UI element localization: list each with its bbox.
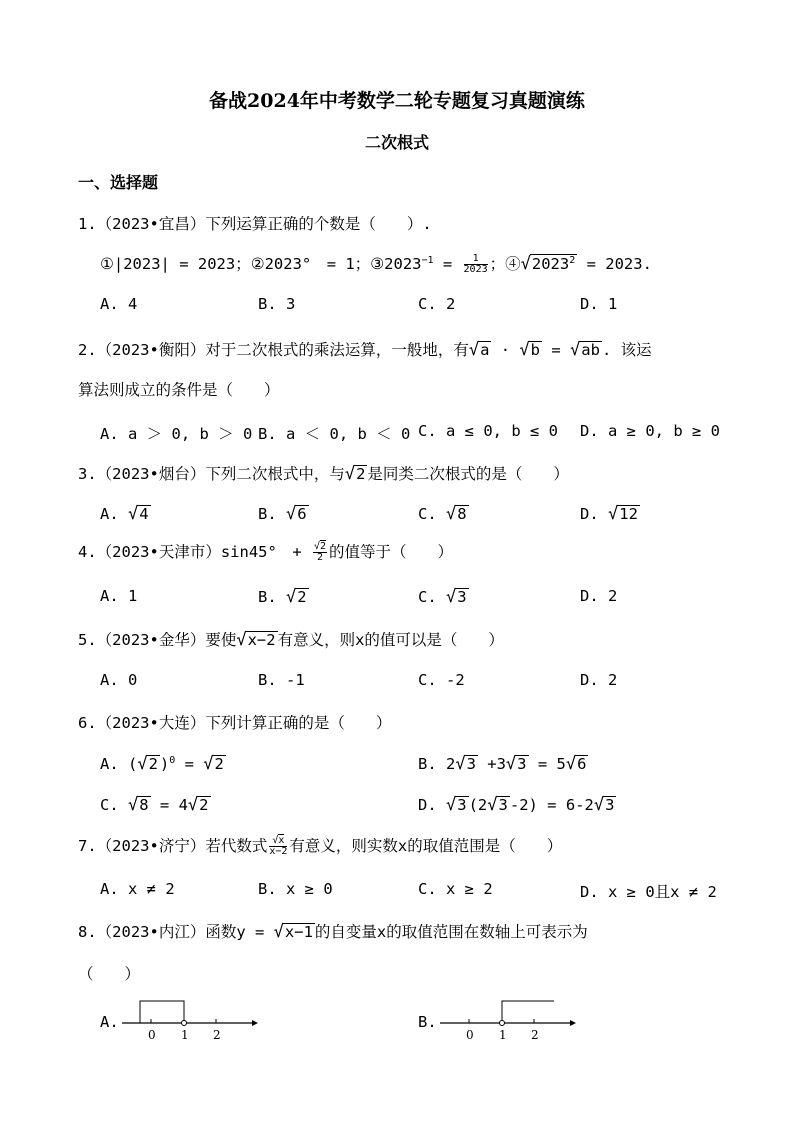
q7-fraction: $\frac{√x}{x-2}$ — [269, 834, 288, 857]
q4-option-a[interactable]: A. 1 — [100, 587, 138, 605]
q8-stem: 8.（2023•内江）函数y = √x−1 的自变量x的取值范围在数轴上可表示为 — [78, 922, 588, 942]
q5-option-a[interactable]: A. 0 — [100, 671, 138, 689]
q3-stem: 3.（2023•烟台）下列二次根式中，与√2 是同类二次根式的是（ ） — [78, 464, 569, 484]
q6-stem: 6.（2023•大连）下列计算正确的是（ ） — [78, 714, 392, 732]
q2-option-b[interactable]: B. a ＜ 0, b ＜ 0 — [258, 425, 411, 443]
q7-stem: 7.（2023•济宁）若代数式 $\frac{√x}{x-2}$ 有意义，则实数x的取值范围是（ ） — [78, 834, 563, 857]
q4-fraction: $\frac{√2}{2}$ — [313, 540, 327, 563]
q7-option-d[interactable]: D. x ≥ 0且x ≠ 2 — [580, 883, 717, 901]
q5-option-d[interactable]: D. 2 — [580, 671, 618, 689]
tick-label-1: 1 — [499, 1028, 507, 1042]
range-bracket — [140, 1001, 184, 1023]
section-heading: 一、选择题 — [78, 173, 159, 192]
page-title: 备战2024年中考数学二轮专题复习真题演练 — [209, 90, 585, 112]
open-point — [182, 1021, 187, 1026]
tick-label-0: 0 — [148, 1028, 156, 1042]
q1-option-d[interactable]: D. 1 — [580, 295, 618, 313]
q7-option-c[interactable]: C. x ≥ 2 — [418, 880, 493, 898]
q5-stem: 5.（2023•金华）要使√x−2 有意义，则x的值可以是（ ） — [78, 630, 504, 650]
q6-option-a[interactable]: A. (√2 )$^0$ = √2 — [100, 754, 224, 774]
q1-fraction: $\frac{1}{2023}$ — [463, 252, 488, 275]
tick-label-2: 2 — [531, 1028, 539, 1042]
axis-arrow — [570, 1020, 576, 1026]
q8-option-b-number-line — [436, 995, 576, 1045]
q7-option-a[interactable]: A. x ≠ 2 — [100, 880, 175, 898]
q2-stem: 2.（2023•衡阳）对于二次根式的乘法运算，一般地，有√a · √b = √ab . 该运 — [78, 340, 652, 360]
q2-option-a[interactable]: A. a ＞ 0, b ＞ 0 — [100, 425, 253, 443]
q1-stem: 1.（2023•宜昌）下列运算正确的个数是（ ）. — [78, 215, 432, 233]
q3-option-c[interactable]: C. √8 — [418, 504, 467, 524]
tick-label-0: 0 — [466, 1028, 474, 1042]
q4-option-b[interactable]: B. √2 — [258, 587, 307, 607]
q2-stem-line2: 算法则成立的条件是（ ） — [78, 381, 280, 399]
q1-expression: ①|2023| = 2023；②2023° = 1；$③2023^{-1}$ = $\frac{1}{2023}$ ；$④√2023^2 = 2023$. — [100, 252, 652, 275]
q8-option-a-number-line — [118, 995, 258, 1045]
q4-option-c[interactable]: C. √3 — [418, 587, 467, 607]
q1-option-a[interactable]: A. 4 — [100, 295, 138, 313]
q1-option-c[interactable]: C. 2 — [418, 295, 456, 313]
q8-option-b[interactable]: B. — [418, 1013, 437, 1031]
q5-option-b[interactable]: B. -1 — [258, 671, 305, 689]
q6-option-d[interactable]: D. √3 (2√3 -2) = 6-2√3 — [418, 795, 615, 815]
q8-option-a[interactable]: A. — [100, 1013, 119, 1031]
q6-option-b[interactable]: B. 2√3 +3√3 = 5√6 — [418, 754, 587, 774]
tick-label-1: 1 — [181, 1028, 189, 1042]
open-point — [500, 1021, 505, 1026]
q3-option-d[interactable]: D. √12 — [580, 504, 638, 524]
axis-arrow — [252, 1020, 258, 1026]
q7-option-b[interactable]: B. x ≥ 0 — [258, 880, 333, 898]
q1-option-b[interactable]: B. 3 — [258, 295, 296, 313]
q6-option-c[interactable]: C. √8 = 4√2 — [100, 795, 209, 815]
q4-stem: 4.（2023•天津市）sin45° + $\frac{√2}{2}$ 的值等于（ ） — [78, 540, 454, 563]
q5-option-c[interactable]: C. -2 — [418, 671, 465, 689]
q2-option-d[interactable]: D. a ≥ 0, b ≥ 0 — [580, 422, 720, 440]
page-subtitle: 二次根式 — [364, 133, 429, 152]
tick-label-2: 2 — [213, 1028, 221, 1042]
q3-option-a[interactable]: A. √4 — [100, 504, 149, 524]
q4-option-d[interactable]: D. 2 — [580, 587, 618, 605]
q8-stem-line2: （ ） — [78, 965, 141, 983]
q3-option-b[interactable]: B. √6 — [258, 504, 307, 524]
q2-option-c[interactable]: C. a ≤ 0, b ≤ 0 — [418, 422, 558, 440]
range-bracket — [502, 1001, 554, 1020]
